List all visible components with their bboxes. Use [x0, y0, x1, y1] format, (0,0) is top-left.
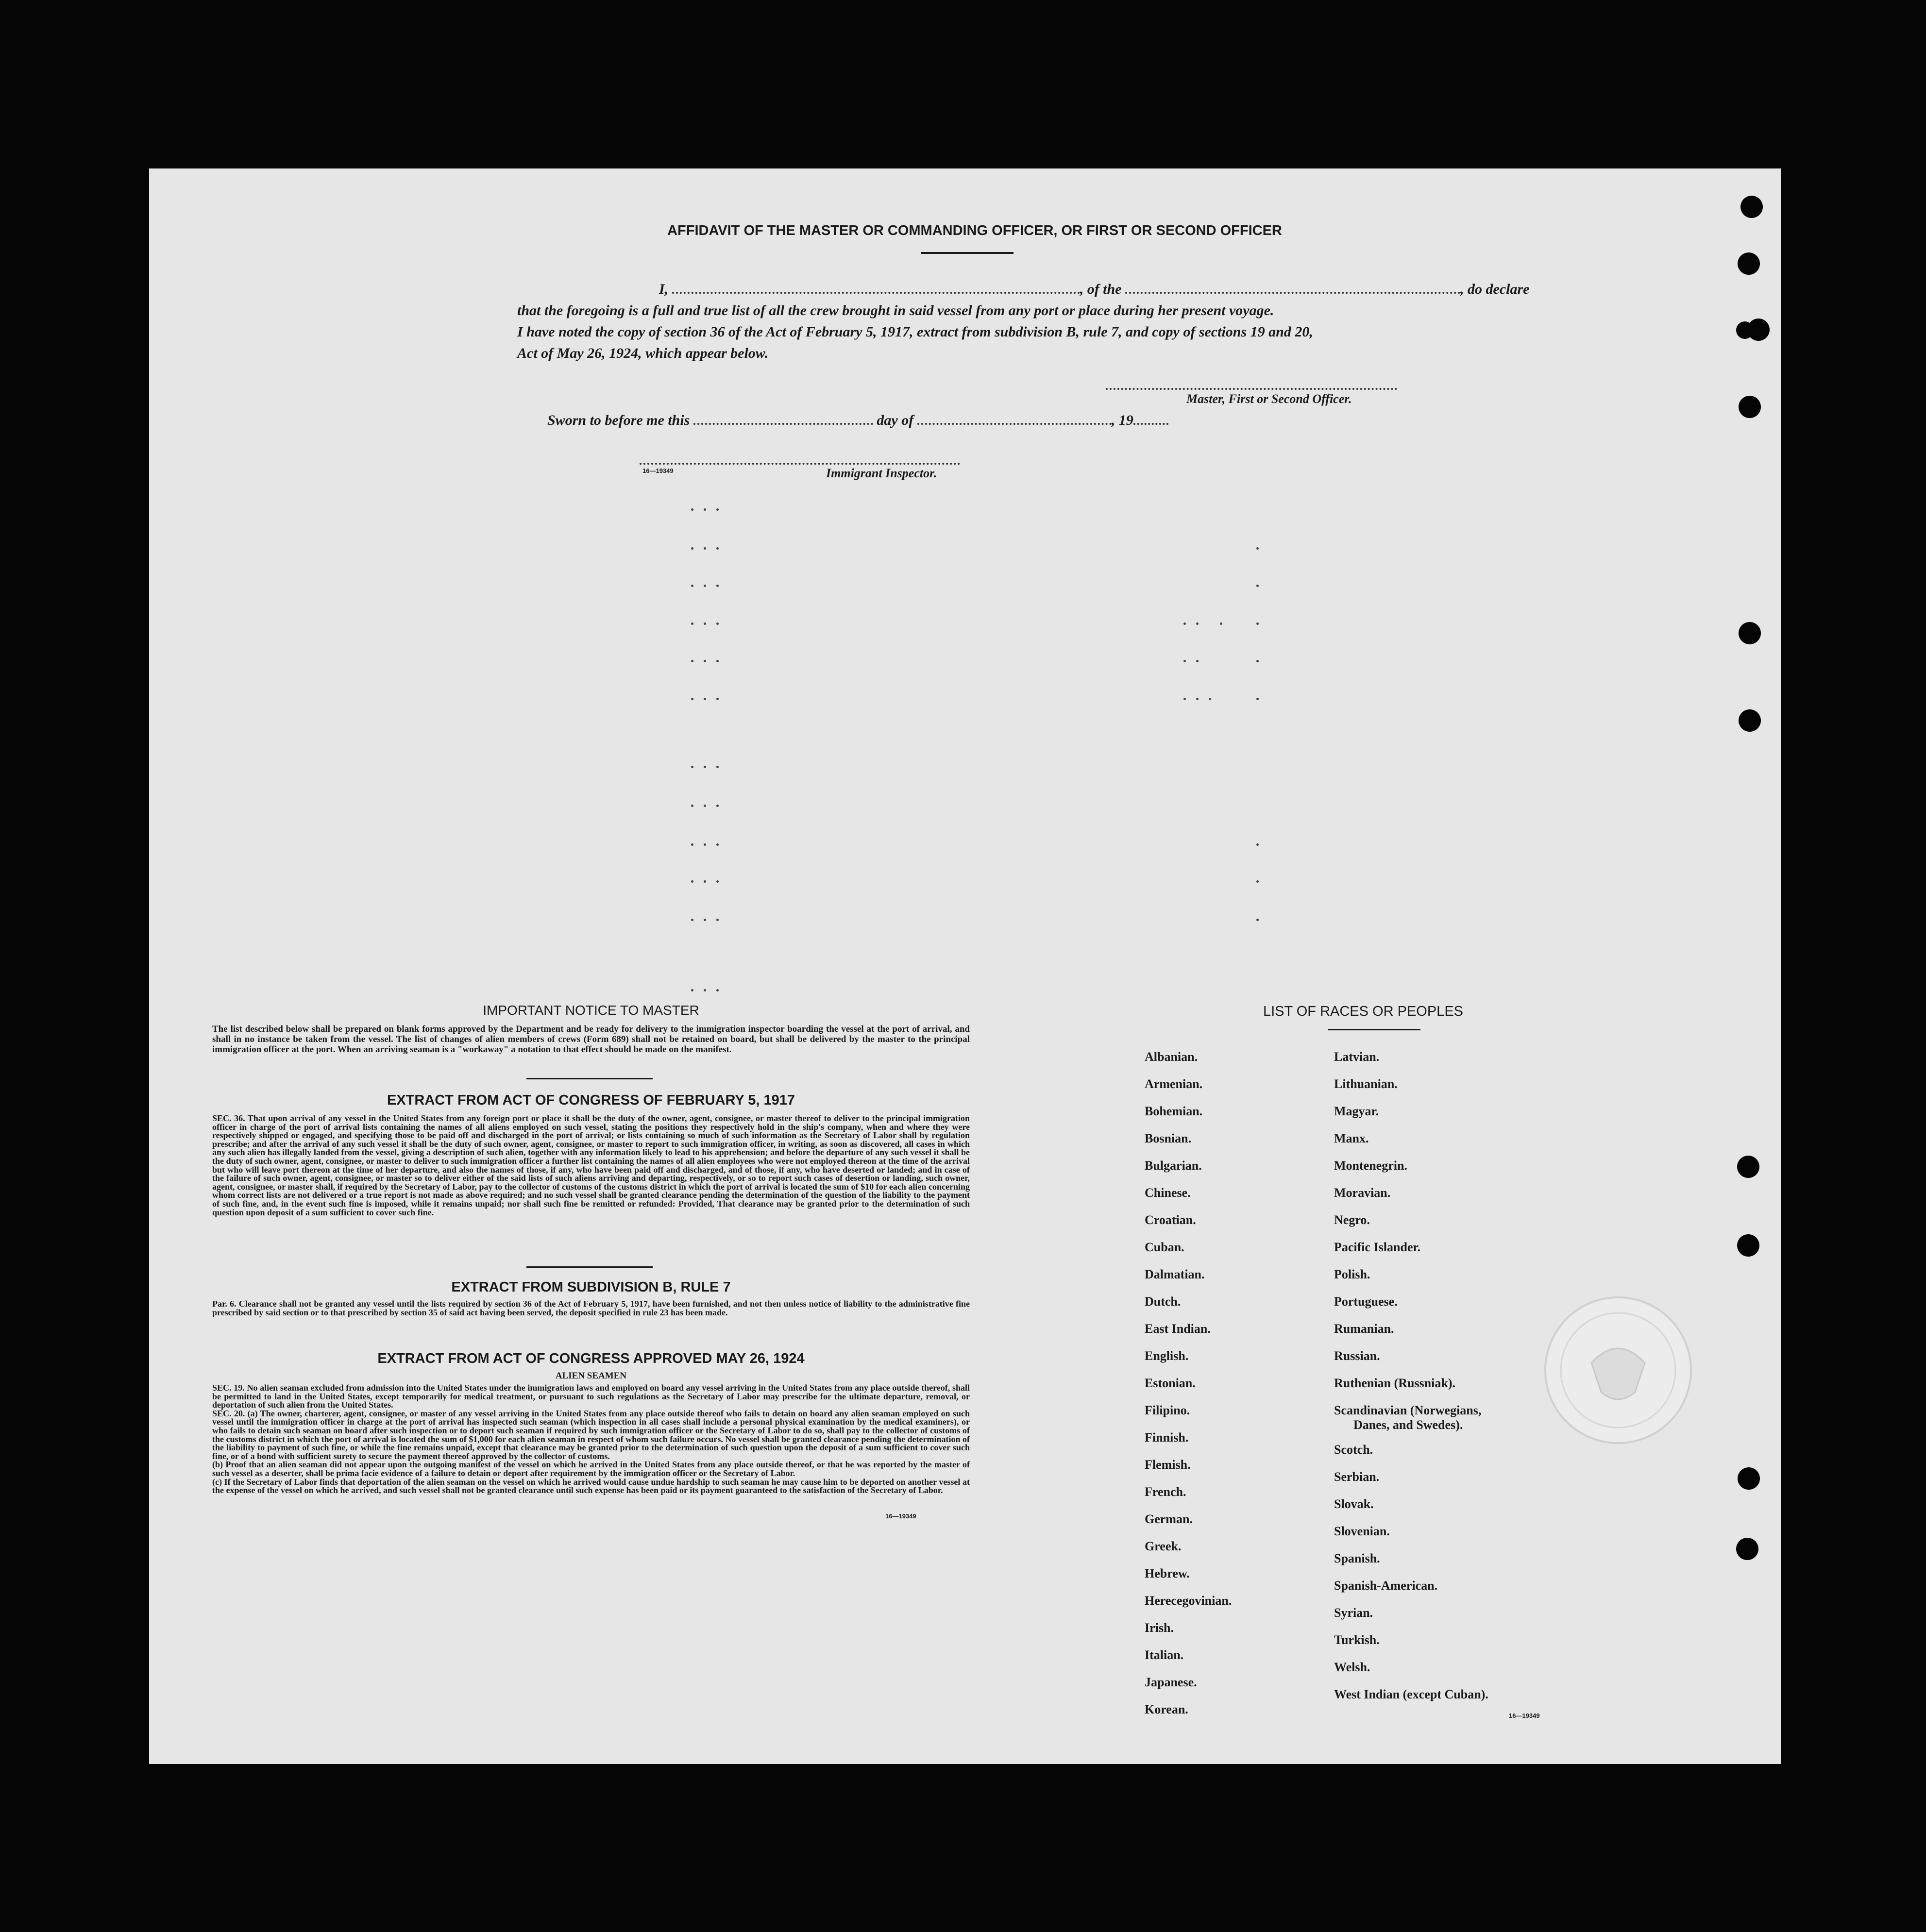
race-item: Cuban. [1145, 1240, 1184, 1254]
extract-1917-body: SEC. 36. That upon arrival of any vessel in the United States from any foreign port or place it shall be the duty of the owner, agent, consignee, or master thereof to deliver to the principal immigration officer in charge of the port of arrival lists containing the names of all aliens employed on such vessel, stating the positions they respectively hold in the ship's company, when and where they were respectively shipped or engaged, and specifying those to be paid off and discharged in the port of arrival; or lists containing so much of such information as the Secretary of Labor shall by regulation prescribe; and after the arrival of any such vessel it shall be the duty of such owner, agent, consignee, or master to report to such immigration officer, in writing, as soon as discovered, all cases in which any such alien has illegally landed from the vessel, giving a description of such alien, together with any information likely to lead to his apprehension; and before the departure of any such vessel it shall be the duty of such owner, agent, consignee, or master to deliver to such immigration officer a further list containing the names of all alien employees who were not employed thereon at the time of the arrival but who will leave port thereon at the time of her departure, and also the names of those, if any, who have been paid off and discharged, and of those, if any, who have deserted or landed; and in case of the failure of such owner, agent, consignee, or master so to deliver either of the said lists of such aliens arriving and departing, respectively, or so to report such cases of desertion or landing, such owner, agent, consignee, or master shall, if required by the Secretary of Labor, pay to the collector of customs of the customs district in which the port of arrival is located the sum of $10 for each alien concerning whom correct lists are not delivered or a true report is not made as above required; and no such vessel shall be granted clearance pending the determination of the question of the liability to the payment of such fine, and, in the event such fine is imposed, while it remains unpaid; nor shall such fine be remitted or refunded: Provided, That clearance may be granted prior to the determination of such question upon deposit of a sum sufficient to cover such fine. [212, 1113, 970, 1217]
form-page [149, 168, 1781, 1764]
year-prefix: , 19 [1111, 412, 1133, 428]
binder-hole [1739, 709, 1761, 732]
bleed-dot [716, 989, 719, 991]
race-item: Bohemian. [1145, 1104, 1203, 1118]
bleed-dot [691, 660, 693, 662]
bleed-dot [691, 698, 693, 700]
do-declare-label: , do declare [1460, 281, 1530, 297]
bleed-dot [716, 698, 719, 700]
bleed-dot [691, 989, 693, 991]
bleed-dot [704, 919, 706, 921]
affidavit-line-1: that the foregoing is a full and true list of all the crew brought in said vessel from any port or place during her present voyage. [517, 302, 1274, 319]
binder-hole [1736, 1538, 1758, 1560]
sworn-year-field[interactable] [1133, 423, 1168, 425]
bleed-dot [704, 660, 706, 662]
signature-line[interactable] [1106, 388, 1397, 390]
bleed-dot [704, 805, 706, 807]
race-item: Bulgarian. [1145, 1159, 1202, 1173]
bleed-dot [1256, 843, 1259, 846]
notice-body: The list described below shall be prepared on blank forms approved by the Department and be ready for delivery to the immigration inspector boarding the vessel at the port of arrival, and shall in no instance be taken from the vessel. The list of changes of alien members of crews (Form 689) shall not be retained on board, but shall be delivered by the master to the principal immigration officer at the port. When an arriving seaman is a "workaway" a notation to that effect should be made on the manifest. [212, 1024, 970, 1055]
section-rule [526, 1078, 653, 1079]
binder-hole [1747, 319, 1770, 341]
bleed-dot [1256, 919, 1259, 921]
bleed-dot [716, 919, 719, 921]
sworn-month-field[interactable] [917, 423, 1112, 425]
race-item: Polish. [1334, 1267, 1370, 1281]
bleed-dot [1196, 660, 1199, 662]
race-item: Manx. [1334, 1131, 1369, 1145]
bleed-dot [1183, 660, 1186, 662]
bleed-dot [716, 766, 719, 768]
bleed-dot [1256, 880, 1259, 883]
inspector-signature-line[interactable] [640, 463, 960, 465]
races-title-rule [1328, 1029, 1420, 1030]
race-item: Albanian. [1145, 1050, 1198, 1064]
bleed-dot [1209, 698, 1211, 700]
extract-form-number: 16—19349 [885, 1512, 916, 1520]
binder-hole [1738, 1467, 1760, 1490]
sworn-line [547, 412, 1276, 429]
bleed-dot [1196, 622, 1199, 625]
race-item-line: Scandinavian (Norwegians, [1334, 1403, 1482, 1417]
binder-hole [1739, 622, 1761, 644]
race-item: German. [1145, 1512, 1193, 1526]
race-item: Scotch. [1334, 1443, 1373, 1457]
bleed-dot [691, 919, 693, 921]
binder-hole [1737, 1234, 1759, 1257]
sec-19-text: SEC. 19. No alien seaman excluded from admission into the United States under the immigration laws and employed on board any vessel arriving in the United States from any place outside thereof, shall be permitted to land in the United States, except temporarily for medical treatment, or pursuant to such regulations as the Secretary of Labor may prescribe for the ultimate departure, removal, or deportation of such alien from the United States. [212, 1383, 970, 1410]
race-item: Irish. [1145, 1621, 1174, 1635]
bleed-dot [716, 843, 719, 846]
race-item: Portuguese. [1334, 1294, 1398, 1309]
race-item: Syrian. [1334, 1606, 1373, 1620]
bleed-dot [704, 843, 706, 846]
race-item: Montenegrin. [1334, 1159, 1407, 1173]
bleed-dot [716, 805, 719, 807]
bleed-dot [691, 805, 693, 807]
bleed-dot [1183, 622, 1186, 625]
of-the-label: , of the [1080, 281, 1122, 297]
bleed-dot [1196, 698, 1199, 700]
bleed-dot [1256, 660, 1259, 662]
race-item: Moravian. [1334, 1186, 1391, 1200]
bleed-dot [691, 547, 693, 550]
race-item: Hebrew. [1145, 1566, 1190, 1580]
bleed-dot [691, 766, 693, 768]
bleed-dot [1256, 585, 1259, 587]
bleed-dot [704, 547, 706, 550]
bleed-dot [716, 508, 719, 511]
bleed-dot [691, 508, 693, 511]
race-item: Armenian. [1145, 1077, 1203, 1091]
race-item: Serbian. [1334, 1470, 1380, 1484]
affidavit-line-3: Act of May 26, 1924, which appear below. [517, 345, 769, 361]
extract-1924-title: EXTRACT FROM ACT OF CONGRESS APPROVED MAY 26, 1924 [377, 1351, 805, 1366]
day-of-label: day of [877, 412, 914, 428]
affidavit-form-number: 16—19349 [642, 467, 674, 474]
subdivision-body: Par. 6. Clearance shall not be granted any vessel until the lists required by section 36 of the Act of February 5, 1917, have been furnished, and not then unless notice of liability to the administrative fine prescribed by said section or to that prescribed by section 35 of said act having been served, the deposit specified in rule 23 has been made. [212, 1299, 970, 1317]
sworn-prefix: Sworn to before me this [547, 412, 690, 428]
race-item: English. [1145, 1349, 1189, 1363]
race-item: West Indian (except Cuban). [1334, 1687, 1488, 1701]
bleed-dot [716, 547, 719, 550]
embossed-seal [1538, 1290, 1698, 1450]
affidavit-line-2: I have noted the copy of section 36 of the Act of February 5, 1917, extract from subdivision B, rule 7, and copy of sections 19 and 20, [517, 324, 1313, 340]
bleed-dot [1220, 622, 1222, 625]
bleed-dot [1256, 622, 1259, 625]
race-item: Flemish. [1145, 1458, 1191, 1472]
sec-20b-text: (b) Proof that an alien seaman did not appear upon the outgoing manifest of the vessel on which he arrived in the United States from any place outside thereof, or that he was reported by the master of such vessel as a deserter, shall be prima facie evidence of a failure to detain or deport after requirement by the immigration officer or the Secretary of Labor. [212, 1460, 970, 1478]
race-item: Greek. [1145, 1539, 1182, 1553]
sworn-day-field[interactable] [693, 423, 873, 425]
extract-1917-title: EXTRACT FROM ACT OF CONGRESS OF FEBRUARY 5, 1917 [387, 1092, 795, 1108]
race-item: Estonian. [1145, 1376, 1196, 1390]
race-item: Slovenian. [1334, 1524, 1390, 1538]
i-label: I, [659, 281, 669, 297]
affidavit-title: AFFIDAVIT OF THE MASTER OR COMMANDING OFFICER, OR FIRST OR SECOND OFFICER [667, 223, 1282, 238]
race-item: Negro. [1334, 1213, 1370, 1227]
sec-20c-text: (c) If the Secretary of Labor finds that deportation of the alien seaman on the vessel on which he arrived would cause undue hardship to such seaman he may cause him to be deported on another vessel at the expense of the vessel on which he arrived, and such vessel shall not be granted clearance until such expense has been paid or its payment guaranteed to the satisfaction of the Secretary of Labor. [212, 1477, 970, 1495]
race-item: Filipino. [1145, 1403, 1190, 1417]
race-item: East Indian. [1145, 1322, 1211, 1336]
race-item: Turkish. [1334, 1633, 1380, 1647]
bleed-dot [1183, 698, 1186, 700]
race-item: Japanese. [1145, 1675, 1197, 1689]
race-item: Rumanian. [1334, 1322, 1394, 1336]
sec-20a-text: SEC. 20. (a) The owner, charterer, agent, consignee, or master of any vessel arriving in the United States from any place outside thereof who fails to detain on board any alien seaman employed on such vessel until the immigration officer in charge at the port of arrival has inspected such seaman (which inspection in all cases shall include a personal physical examination by the medical examiners), or who fails to detain such seaman on board after such inspection or to deport such seaman if required by such immigration officer or the Secretary of Labor to do so, shall pay to the collector of customs of the customs district in which the port of arrival is located the sum of $1,000 for each alien seaman in respect of whom such failure occurs. No vessel shall be granted clearance pending the determination of the liability to payment of such fine, or while the fine remains unpaid, except that clearance may be granted prior to the determination of such question upon the deposit of a sum sufficient to cover such fine, or of a bond with sufficient surety to secure the payment thereof approved by the collector of customs. [212, 1408, 970, 1461]
race-item: Chinese. [1145, 1186, 1191, 1200]
race-item: Latvian. [1334, 1050, 1380, 1064]
bleed-dot [704, 766, 706, 768]
race-item: Spanish. [1334, 1551, 1380, 1565]
extract-1924-body [212, 1384, 970, 1495]
races-title: LIST OF RACES OR PEOPLES [1263, 1004, 1464, 1019]
name-field[interactable] [672, 292, 1080, 294]
bleed-dot [704, 622, 706, 625]
binder-hole [1740, 196, 1763, 218]
race-item: Korean. [1145, 1702, 1188, 1716]
binder-hole [1737, 1156, 1759, 1178]
race-item: Lithuanian. [1334, 1077, 1398, 1091]
subdivision-title: EXTRACT FROM SUBDIVISION B, RULE 7 [451, 1279, 731, 1295]
vessel-field[interactable] [1125, 292, 1460, 294]
race-item: Slovak. [1334, 1497, 1374, 1511]
race-item: Pacific Islander. [1334, 1240, 1421, 1254]
bleed-dot [716, 660, 719, 662]
notice-title: IMPORTANT NOTICE TO MASTER [483, 1003, 699, 1018]
binder-hole [1739, 396, 1761, 418]
title-rule [921, 252, 1014, 254]
bleed-dot [716, 585, 719, 587]
race-item: Russian. [1334, 1349, 1380, 1363]
bleed-dot [704, 698, 706, 700]
bleed-dot [1256, 547, 1259, 550]
bleed-dot [691, 880, 693, 883]
section-rule [526, 1266, 653, 1268]
race-item: Dutch. [1145, 1294, 1181, 1309]
alien-seamen-subtitle: ALIEN SEAMEN [555, 1371, 627, 1381]
race-item: Ruthenian (Russniak). [1334, 1376, 1455, 1390]
races-form-number: 16—19349 [1509, 1712, 1540, 1719]
race-item: Welsh. [1334, 1660, 1370, 1674]
race-item: Finnish. [1145, 1430, 1189, 1445]
race-item: Italian. [1145, 1648, 1184, 1662]
bleed-dot [691, 843, 693, 846]
race-item: Bosnian. [1145, 1131, 1192, 1145]
race-item: French. [1145, 1485, 1186, 1499]
inspector-caption: Immigrant Inspector. [826, 466, 937, 480]
bleed-dot [716, 622, 719, 625]
bleed-dot [691, 622, 693, 625]
bleed-dot [704, 585, 706, 587]
bleed-dot [704, 880, 706, 883]
races-left-column [1145, 1043, 1319, 1723]
race-item: Magyar. [1334, 1104, 1379, 1118]
bleed-dot [1256, 698, 1259, 700]
race-item: Herecegovinian. [1145, 1594, 1232, 1608]
race-item: Dalmatian. [1145, 1267, 1205, 1281]
race-item-line: Danes, and Swedes). [1353, 1418, 1463, 1432]
race-item: Croatian. [1145, 1213, 1196, 1227]
bleed-dot [704, 508, 706, 511]
binder-hole [1738, 252, 1760, 275]
bleed-dot [716, 880, 719, 883]
bleed-dot [704, 989, 706, 991]
bleed-dot [691, 585, 693, 587]
race-item: Spanish-American. [1334, 1579, 1438, 1593]
affidavit-declaration-line [659, 281, 1553, 298]
signature-caption: Master, First or Second Officer. [1186, 392, 1352, 406]
